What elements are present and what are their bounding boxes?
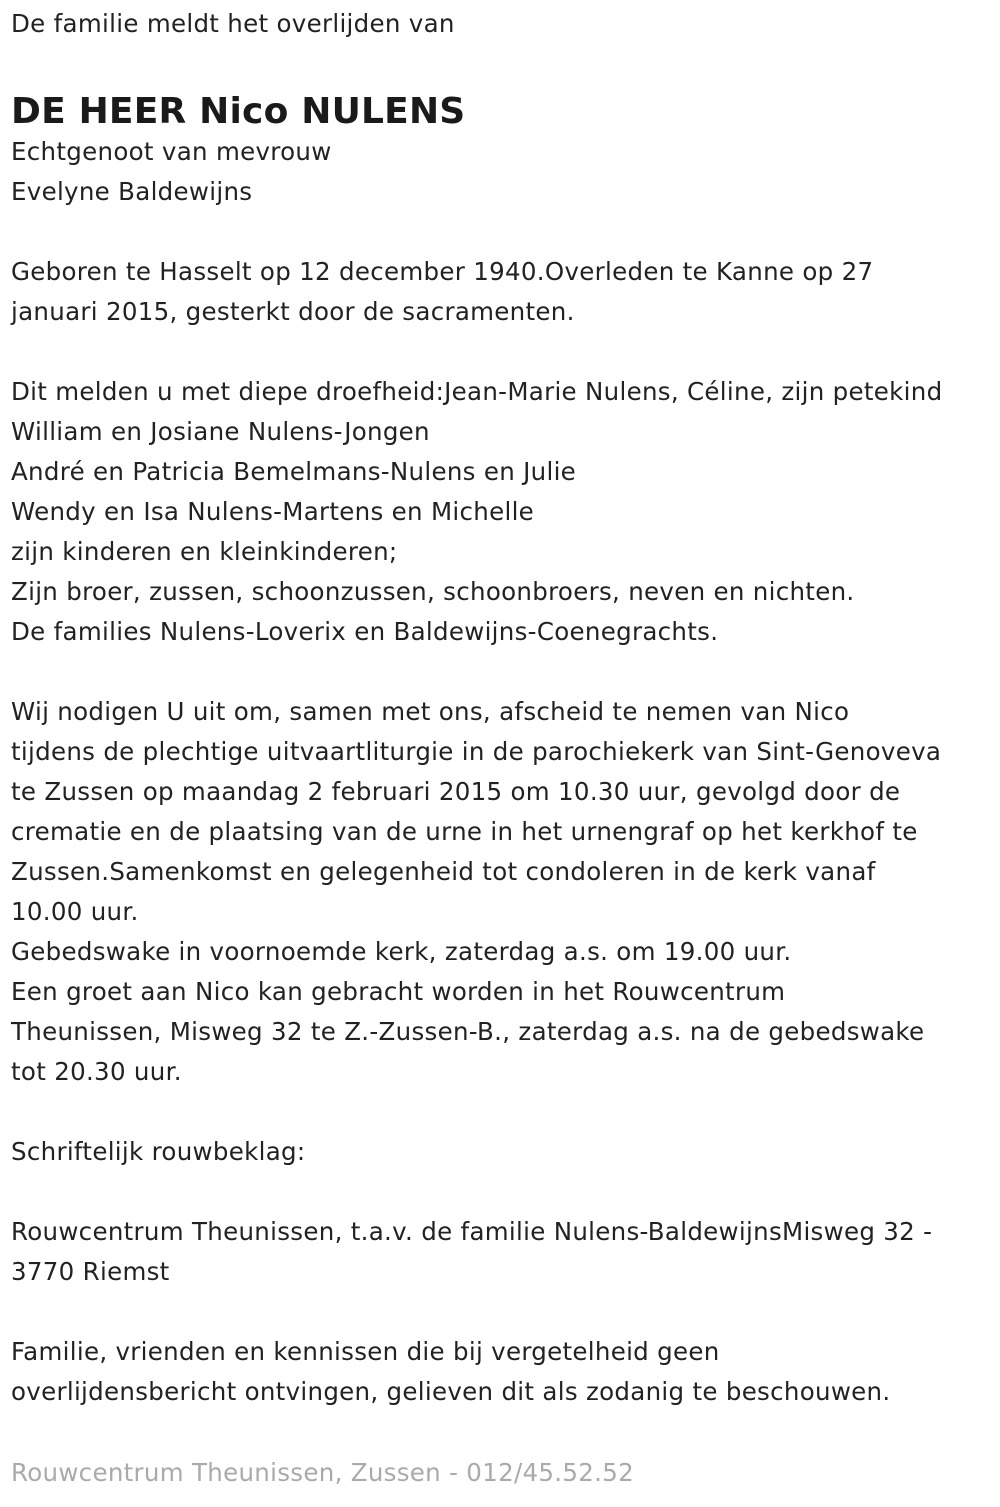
address-line: 3770 Riemst xyxy=(11,1257,170,1286)
ceremony-line: Wij nodigen U uit om, samen met ons, afscheid te nemen van Nico xyxy=(11,697,850,726)
funeral-home-footer: Rouwcentrum Theunissen, Zussen - 012/45.52.52 xyxy=(11,1458,635,1487)
ceremony-line: te Zussen op maandag 2 februari 2015 om 10.30 uur, gevolgd door de xyxy=(11,777,901,806)
birth-death-line: Geboren te Hasselt op 12 december 1940.Overleden te Kanne op 27 xyxy=(11,257,874,286)
notice-line: overlijdensbericht ontvingen, gelieven dit als zodanig te beschouwen. xyxy=(11,1377,891,1406)
ceremony-line: Een groet aan Nico kan gebracht worden in het Rouwcentrum xyxy=(11,977,786,1006)
family-line: zijn kinderen en kleinkinderen; xyxy=(11,537,398,566)
paragraph-gap xyxy=(11,1292,990,1332)
paragraph-gap xyxy=(11,652,990,692)
ceremony-line: tijdens de plechtige uitvaartliturgie in de parochiekerk van Sint-Genoveva xyxy=(11,737,942,766)
deceased-name-title: DE HEER Nico NULENS xyxy=(11,91,466,132)
paragraph-gap xyxy=(11,212,990,252)
family-line: Wendy en Isa Nulens-Martens en Michelle xyxy=(11,497,535,526)
condolence-label: Schriftelijk rouwbeklag: xyxy=(11,1137,306,1166)
family-line: André en Patricia Bemelmans-Nulens en Julie xyxy=(11,457,577,486)
family-line: De families Nulens-Loverix en Baldewijns-Coenegrachts. xyxy=(11,617,719,646)
ceremony-line: Gebedswake in voornoemde kerk, zaterdag a.s. om 19.00 uur. xyxy=(11,937,792,966)
paragraph-gap xyxy=(11,1092,990,1132)
ceremony-line: Zussen.Samenkomst en gelegenheid tot condoleren in de kerk vanaf xyxy=(11,857,876,886)
ceremony-line: crematie en de plaatsing van de urne in het urnengraf op het kerkhof te xyxy=(11,817,918,846)
intro-text: De familie meldt het overlijden van xyxy=(11,9,455,38)
notice-line: Familie, vrienden en kennissen die bij vergetelheid geen xyxy=(11,1337,720,1366)
ceremony-line: tot 20.30 uur. xyxy=(11,1057,182,1086)
paragraph-gap xyxy=(11,332,990,372)
birth-death-line: januari 2015, gesterkt door de sacramenten. xyxy=(11,297,575,326)
spouse-line: Echtgenoot van mevrouw xyxy=(11,137,332,166)
paragraph-gap xyxy=(11,1172,990,1212)
family-line: William en Josiane Nulens-Jongen xyxy=(11,417,430,446)
family-line: Dit melden u met diepe droefheid:Jean-Marie Nulens, Céline, zijn petekind xyxy=(11,377,943,406)
family-line: Zijn broer, zussen, schoonzussen, schoonbroers, neven en nichten. xyxy=(11,577,855,606)
ceremony-line: Theunissen, Misweg 32 te Z.-Zussen-B., zaterdag a.s. na de gebedswake xyxy=(11,1017,925,1046)
address-line: Rouwcentrum Theunissen, t.a.v. de familie Nulens-BaldewijnsMisweg 32 - xyxy=(11,1217,933,1246)
ceremony-line: 10.00 uur. xyxy=(11,897,139,926)
spouse-line: Evelyne Baldewijns xyxy=(11,177,253,206)
